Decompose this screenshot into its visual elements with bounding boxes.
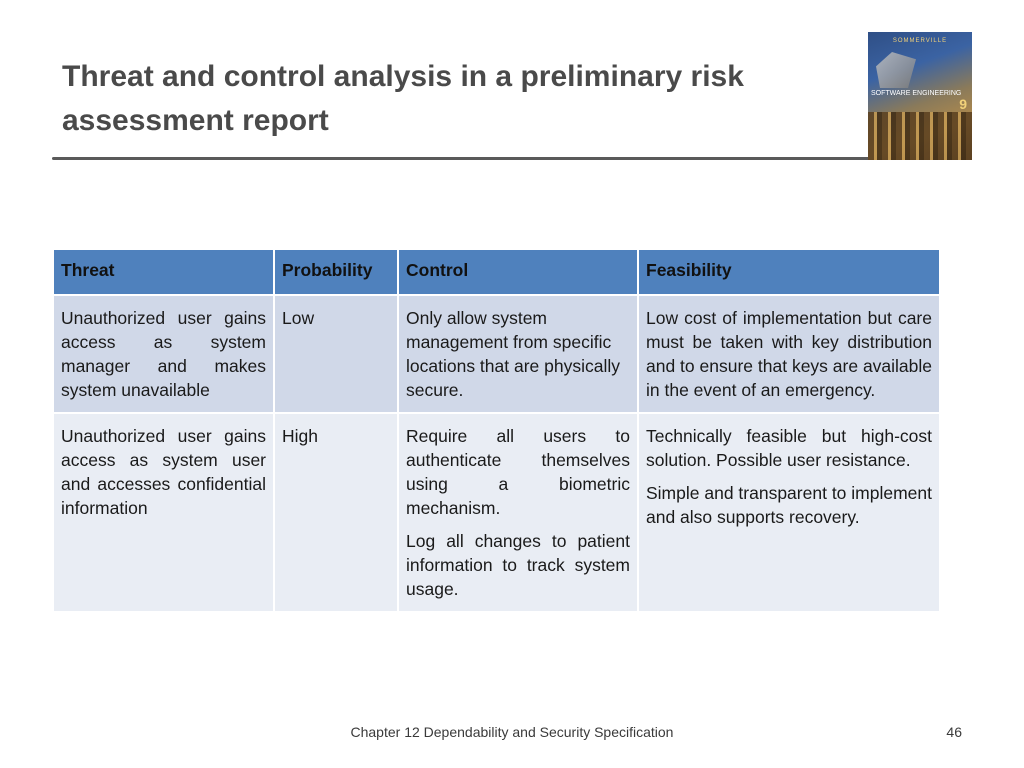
cell-threat: Unauthorized user gains access as system manager and makes system unavailable	[53, 295, 274, 413]
feasibility-text: Simple and transparent to implement and also supports recovery.	[646, 483, 932, 527]
control-text: Log all changes to patient information to track system usage.	[406, 531, 630, 599]
table-header-row	[53, 249, 940, 295]
cell-probability: High	[274, 413, 398, 612]
page-number: 46	[946, 724, 962, 740]
slide-title: Threat and control analysis in a preliminary risk assessment report	[62, 60, 744, 137]
book-cover-author: SOMMERVILLE	[892, 38, 948, 44]
book-cover-edition: 9	[959, 96, 967, 112]
control-text: Require all users to authenticate themselves using a biometric mechanism.	[406, 426, 630, 518]
slide-footer: Chapter 12 Dependability and Security Specification	[350, 724, 674, 740]
control-text: Only allow system management from specific locations that are physically secure.	[406, 308, 620, 400]
book-cover-artwork	[868, 112, 972, 160]
cell-control	[398, 295, 638, 413]
feasibility-text: Technically feasible but high-cost solution. Possible user resistance.	[646, 426, 932, 470]
table-row	[53, 295, 940, 413]
header-probability: Probability	[274, 249, 398, 295]
table-row	[53, 413, 940, 612]
header-feasibility: Feasibility	[638, 249, 940, 295]
risk-analysis-table	[52, 248, 941, 613]
cell-threat: Unauthorized user gains access as system user and accesses confidential information	[53, 413, 274, 612]
cell-feasibility	[638, 413, 940, 612]
book-cover-title: SOFTWARE ENGINEERING	[871, 90, 962, 97]
title-divider	[52, 157, 870, 160]
cell-feasibility	[638, 295, 940, 413]
header-control: Control	[398, 249, 638, 295]
cell-probability: Low	[274, 295, 398, 413]
book-cover-image	[868, 32, 972, 160]
book-cover-building-shape	[876, 52, 916, 88]
cell-control	[398, 413, 638, 612]
header-threat: Threat	[53, 249, 274, 295]
feasibility-text: Low cost of implementation but care must be taken with key distribution and to ensure that keys are available in the event of an emergency.	[646, 308, 933, 400]
